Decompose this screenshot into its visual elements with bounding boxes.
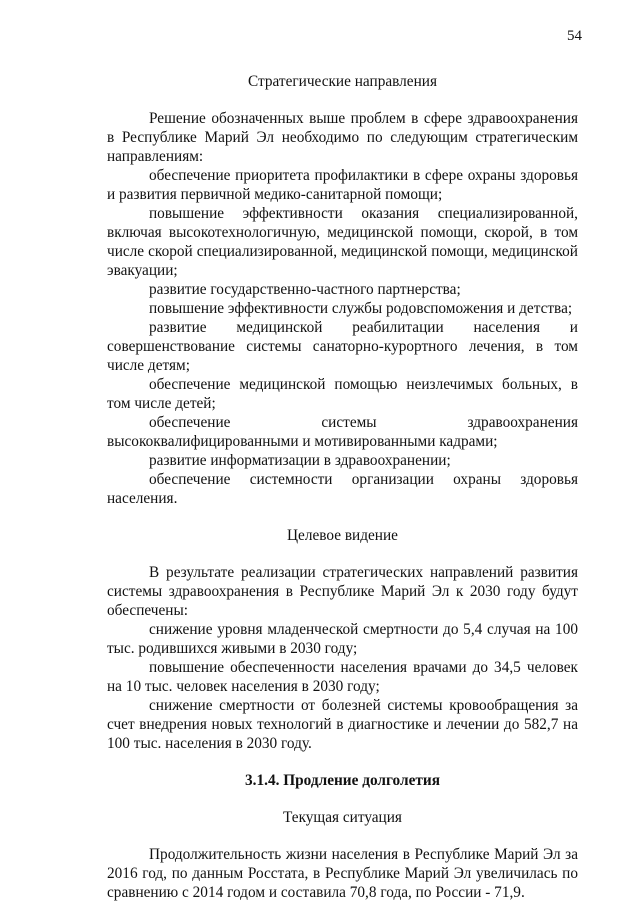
paragraph: Решение обозначенных выше проблем в сфере здравоохранения в Республике Марий Эл необходимо по следующим стратегическим направлениям: (107, 110, 578, 165)
paragraph: повышение эффективности службы родовспоможения и детства; (149, 300, 573, 317)
paragraph: снижение уровня младенческой смертности до 5,4 случая на 100 тыс. родившихся живыми в 2030 году; (107, 621, 578, 657)
paragraph: обеспечение медицинской помощью неизлечимых больных, в том числе детей; (107, 376, 578, 412)
paragraph: повышение эффективности оказания специализированной, включая высокотехнологичную, медицинской помощи, скорой, в том числе скорой специализированной, медицинской помощи, медицинской эвакуации; (107, 205, 578, 279)
page-number: 54 (567, 28, 582, 44)
page-content (107, 72, 578, 902)
heading-longevity: 3.1.4. Продление долголетия (245, 772, 440, 789)
heading-vision: Целевое видение (287, 527, 398, 544)
paragraph: развитие медицинской реабилитации населения и совершенствование системы санаторно-курортного лечения, в том числе детям; (107, 319, 578, 374)
paragraph: обеспечение приоритета профилактики в сфере охраны здоровья и развития первичной медико-санитарной помощи; (107, 167, 578, 203)
paragraph: развитие государственно-частного партнерства; (149, 281, 461, 298)
paragraph: снижение смертности от болезней системы кровообращения за счет внедрения новых технологий в диагностике и лечении до 582,7 на 100 тыс. населения в 2030 году. (107, 697, 578, 752)
heading-strategic: Стратегические направления (248, 73, 437, 90)
paragraph: обеспечение системности организации охраны здоровья населения. (107, 471, 578, 507)
paragraph: развитие информатизации в здравоохранении; (149, 452, 451, 469)
paragraph: повышение обеспеченности населения врачами до 34,5 человек на 10 тыс. человек населения в 2030 году; (107, 659, 578, 695)
heading-current-situation: Текущая ситуация (283, 809, 402, 826)
paragraph: В результате реализации стратегических направлений развития системы здравоохранения в Республике Марий Эл к 2030 году будут обеспечены: (107, 564, 578, 619)
section-vision (107, 563, 578, 753)
section-strategic (107, 109, 578, 508)
section-current-situation (107, 845, 578, 902)
paragraph: обеспечение системы здравоохранения высококвалифицированными и мотивированными кадрами; (107, 414, 578, 450)
paragraph: Продолжительность жизни населения в Республике Марий Эл за 2016 год, по данным Росстата, в Республике Марий Эл увеличилась по сравнению с 2014 годом и составила 70,8 года, по России - 71,9. (107, 846, 578, 901)
